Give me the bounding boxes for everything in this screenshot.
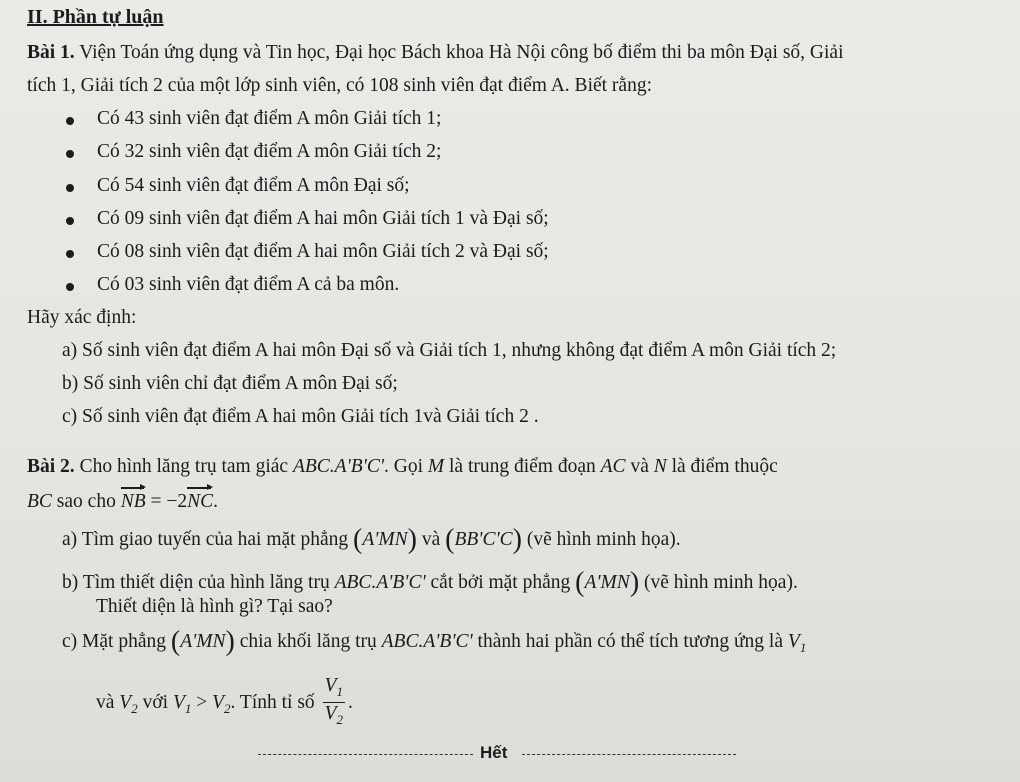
bai2-text: . Tính tỉ số — [230, 691, 315, 713]
bai1-part-c: c) Số sinh viên đạt điểm A hai môn Giải tích 1và Giải tích 2 . — [62, 406, 539, 427]
bai2-text: . — [213, 491, 219, 512]
bai2-text: (vẽ hình minh họa). — [644, 572, 798, 593]
bai2-text: thành hai phần có thể tích tương ứng là — [477, 631, 784, 652]
prism-label: ABC.A'B'C' — [381, 631, 473, 652]
fraction-numerator: $V_1$ — [323, 676, 345, 703]
part-label: b) — [62, 572, 79, 593]
bai1-bullet-5: Có 08 sinh viên đạt điểm A hai môn Giải tích 2 và Đại số; — [97, 241, 549, 262]
part-label: c) — [62, 631, 78, 652]
bai2-part-c: c) Mặt phẳng (A'MN) chia khối lăng trụ ABC.A'B'C' thành hai phần có thể tích tương ứng là $V_1$ — [62, 626, 807, 657]
bai1-title: Bài 1. — [27, 42, 75, 63]
bai2-text: Tìm giao tuyến của hai mặt phẳng — [81, 529, 349, 550]
bai2-text: Tìm thiết diện của hình lăng trụ — [82, 572, 330, 593]
prism-label: ABC.A'B'C' — [292, 456, 384, 477]
part-label: a) — [62, 529, 78, 550]
bai2-text: là trung điểm đoạn — [449, 456, 596, 477]
plane-BB'C'C: BB'C'C — [454, 529, 513, 550]
volume-V1: $V_1$ — [172, 691, 192, 716]
prism-label: ABC.A'B'C' — [334, 572, 426, 593]
bai2-part-c-2 — [96, 676, 353, 731]
volume-V2: $V_2$ — [119, 691, 138, 716]
bai1-bullet-4: Có 09 sinh viên đạt điểm A hai môn Giải tích 1 và Đại số; — [97, 208, 549, 229]
bullet-icon — [66, 217, 74, 225]
bai1-part-a: a) Số sinh viên đạt điểm A hai môn Đại số và Giải tích 1, nhưng không đạt điểm A môn Giải tích 2; — [62, 340, 837, 361]
bai1-prompt: Hãy xác định: — [27, 307, 137, 328]
ratio-fraction — [323, 676, 345, 731]
bai2-text: Cho hình lăng trụ tam giác — [79, 456, 289, 477]
bai2-text: sao cho — [56, 491, 116, 512]
bai1-intro-text-2: tích 1, Giải tích 2 của một lớp sinh viên, có 108 sinh viên đạt điểm A. Biết rằng: — [27, 75, 652, 96]
volume-V2: $V_2$ — [212, 691, 231, 716]
bai2-text: với — [142, 691, 169, 713]
bai2-text: cắt bởi mặt phẳng — [430, 572, 571, 593]
bai2-text: và — [630, 456, 649, 477]
bai1-part-b: b) Số sinh viên chỉ đạt điểm A môn Đại số; — [62, 373, 398, 394]
end-divider-left — [258, 754, 473, 755]
bullet-icon — [66, 283, 74, 291]
bai2-text: là điểm thuộc — [671, 456, 778, 477]
bullet-icon — [66, 250, 74, 258]
end-divider-right — [522, 754, 736, 755]
equation-sign: = −2 — [150, 491, 188, 512]
bai2-text: . Gọi — [384, 456, 423, 477]
bai2-line1 — [27, 455, 778, 479]
end-marker: Hết — [480, 743, 508, 762]
volume-V1: $V_1$ — [787, 631, 807, 655]
bai2-title: Bài 2. — [27, 456, 75, 477]
bai2-part-b-2: Thiết diện là hình gì? Tại sao? — [96, 596, 333, 617]
bullet-icon — [66, 150, 74, 158]
bai2-text: Mặt phẳng — [82, 631, 166, 652]
bai2-text: và — [421, 529, 441, 550]
bai2-text: chia khối lăng trụ — [239, 631, 377, 652]
bai2-line2 — [27, 490, 218, 514]
plane-A'MN: A'MN — [362, 529, 408, 550]
point-N: N — [653, 456, 667, 477]
greater-than-sign: > — [196, 691, 208, 713]
segment-BC: BC — [27, 491, 52, 512]
section-heading: II. Phần tự luận — [27, 6, 164, 28]
bai1-bullet-1: Có 43 sinh viên đạt điểm A môn Giải tích 1; — [97, 108, 442, 129]
bullet-icon — [66, 184, 74, 192]
bai1-bullet-6: Có 03 sinh viên đạt điểm A cả ba môn. — [97, 274, 400, 295]
bai2-text: và — [96, 691, 115, 713]
plane-A'MN: A'MN — [180, 631, 226, 652]
bai1-intro-line1 — [27, 41, 844, 65]
vector-NB: NB — [120, 491, 146, 512]
bai2-part-b: b) Tìm thiết diện của hình lăng trụ ABC.A'B'C' cắt bởi mặt phẳng (A'MN) (vẽ hình minh họa). — [62, 567, 798, 598]
fraction-denominator: $V_2$ — [324, 702, 343, 727]
bai2-part-a: a) Tìm giao tuyến của hai mặt phẳng (A'MN) và (BB'C'C) (vẽ hình minh họa). — [62, 524, 681, 555]
bai2-text: (vẽ hình minh họa). — [526, 529, 681, 550]
bai1-bullet-3: Có 54 sinh viên đạt điểm A môn Đại số; — [97, 175, 410, 196]
bai1-bullet-2: Có 32 sinh viên đạt điểm A môn Giải tích 2; — [97, 141, 442, 162]
bai2-text: . — [347, 691, 353, 713]
bullet-icon — [66, 117, 74, 125]
point-M: M — [427, 456, 445, 477]
segment-AC: AC — [600, 456, 626, 477]
plane-A'MN: A'MN — [584, 572, 630, 593]
bai1-intro-text-1: Viện Toán ứng dụng và Tin học, Đại học Bách khoa Hà Nội công bố điểm thi ba môn Đại số, Giải — [79, 42, 844, 63]
vector-NC: NC — [187, 491, 214, 512]
